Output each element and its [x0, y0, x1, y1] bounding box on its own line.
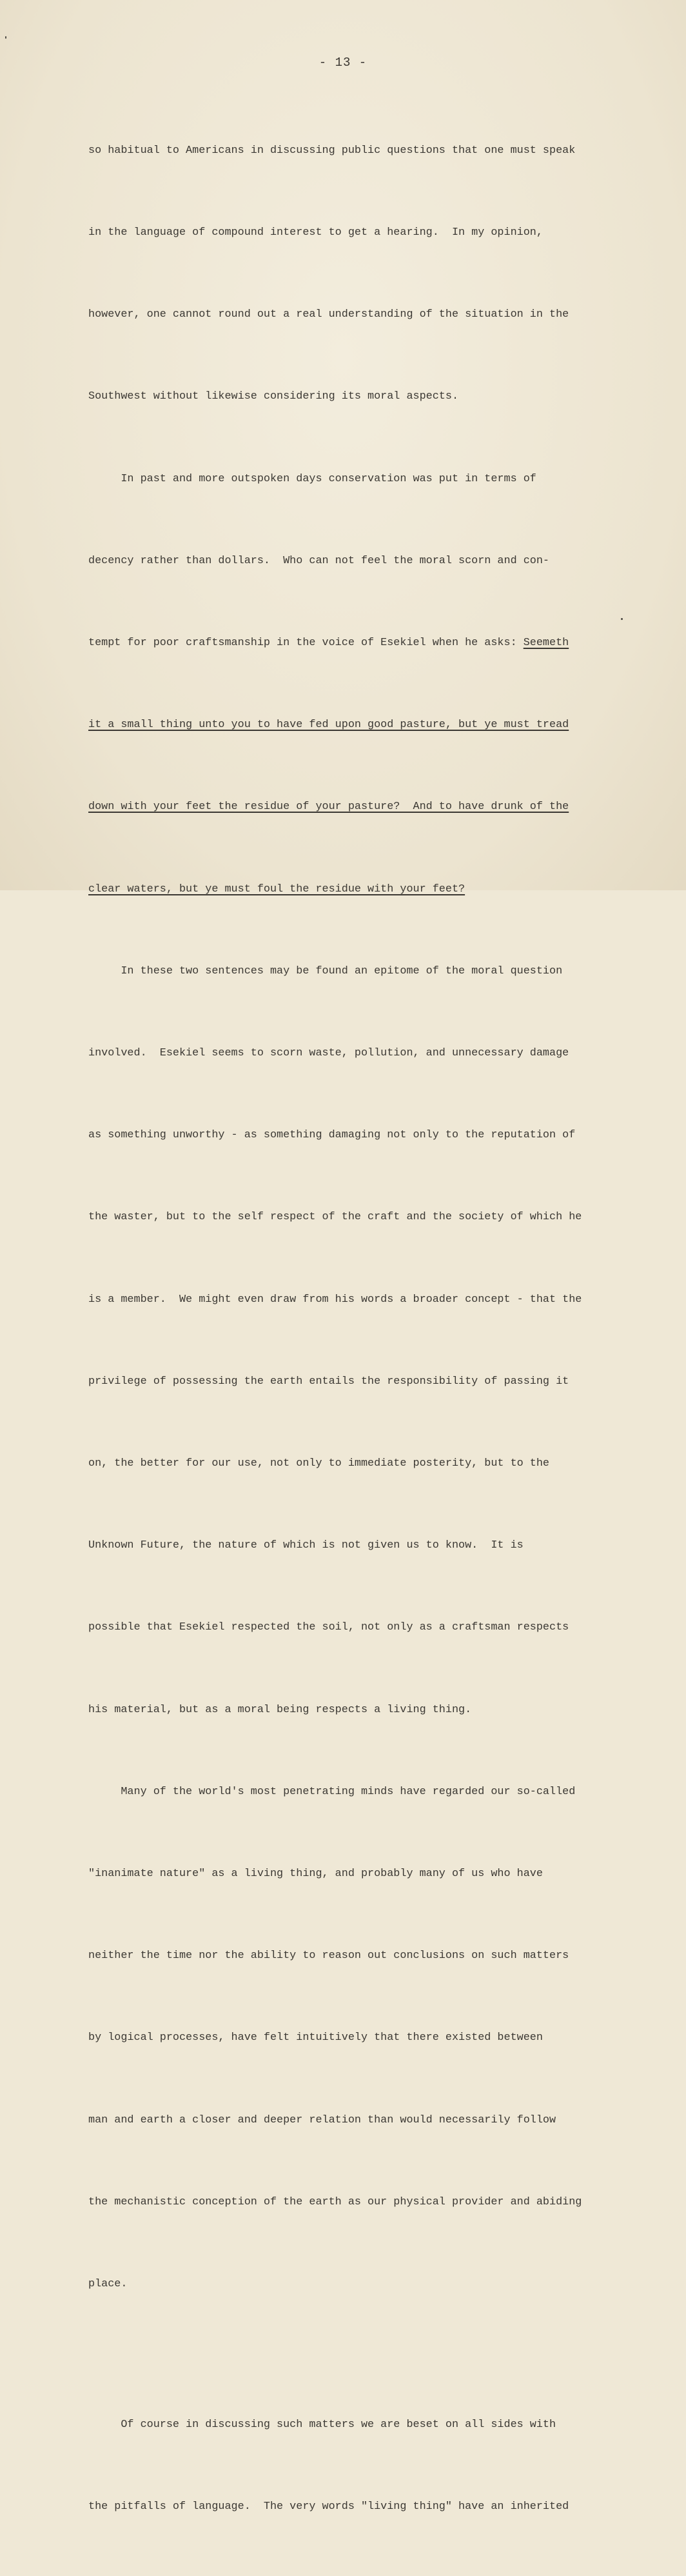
text-line [88, 630, 617, 657]
text-line: as something unworthy - as something damaging not only to the reputation of [88, 1129, 576, 1142]
text-line: neither the time nor the ability to reason out conclusions on such matters [88, 1950, 569, 1962]
paragraph-gap [88, 2353, 617, 2357]
text-line: the mechanistic conception of the earth as our physical provider and abiding [88, 2195, 582, 2208]
text-line: the pitfalls of language. The very words "living thing" have an inherited [88, 2501, 569, 2513]
text-line: however, one cannot round out a real understanding of the situation in the [88, 308, 569, 321]
text-line: place. [88, 2278, 128, 2291]
underlined-quote: it a small thing unto you to have fed upon good pasture, but ye must tread [88, 719, 569, 732]
underlined-quote: clear waters, but ye must foul the residue with your feet? [88, 883, 466, 895]
text-line: by logical processes, have felt intuitively that there existed between [88, 2032, 543, 2044]
text-line: in the language of compound interest to get a hearing. In my opinion, [88, 226, 543, 239]
paper-speck [621, 618, 623, 620]
text-line: decency rather than dollars. Who can not feel the moral scorn and con- [88, 554, 549, 567]
text-line: so habitual to Americans in discussing public questions that one must speak [88, 144, 576, 157]
underlined-quote: down with your feet the residue of your pasture? And to have drunk of the [88, 801, 569, 814]
body-text [88, 83, 617, 2576]
text-line: Southwest without likewise considering its moral aspects. [88, 390, 459, 403]
text-line: his material, but as a moral being respects a living thing. [88, 1703, 472, 1716]
text-fragment: tempt for poor craftsmanship in the voice of Esekiel when he asks: [88, 637, 524, 650]
text-line: the waster, but to the self respect of the craft and the society of which he [88, 1211, 582, 1224]
text-line: possible that Esekiel respected the soil, not only as a craftsman respects [88, 1621, 569, 1634]
text-line: is a member. We might even draw from his words a broader concept - that the [88, 1293, 582, 1306]
text-line: In these two sentences may be found an epitome of the moral question [88, 964, 563, 977]
underlined-quote: Seemeth [523, 637, 569, 650]
text-line: Of course in discussing such matters we are beset on all sides with [88, 2419, 556, 2431]
paper-speck [5, 36, 6, 39]
text-line: Many of the world's most penetrating minds have regarded our so-called [88, 1785, 576, 1798]
text-line: privilege of possessing the earth entails the responsibility of passing it [88, 1375, 569, 1388]
text-line: on, the better for our use, not only to immediate posterity, but to the [88, 1457, 549, 1470]
text-line: Unknown Future, the nature of which is not given us to know. It is [88, 1539, 524, 1552]
page-number: - 13 - [318, 55, 368, 70]
text-line: "inanimate nature" as a living thing, and probably many of us who have [88, 1868, 543, 1881]
text-line: In past and more outspoken days conservation was put in terms of [88, 472, 536, 485]
text-line: man and earth a closer and deeper relation than would necessarily follow [88, 2113, 556, 2126]
text-line: involved. Esekiel seems to scorn waste, pollution, and unnecessary damage [88, 1047, 569, 1060]
